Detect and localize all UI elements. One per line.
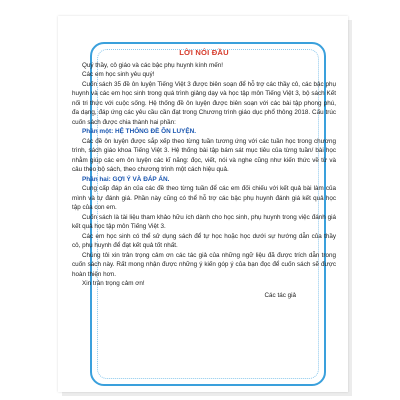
preface-title: LỜI NÓI ĐẦU (179, 48, 229, 57)
section-one-text: Các đề ôn luyện được sắp xếp theo từng tuần tương ứng với các tuần học trong chương trình, sách giáo khoa Tiếng Việt 3. Hệ thống bài tập bám sát mục tiêu của từng tuần/ bài học nhằm giúp các em ôn luyện các kĩ năng: đọc, viết, nói và nghe cũng như kiến thức về từ và câu theo bộ sách, theo chương trình một cách hiệu quả. (72, 137, 336, 173)
section-two-text-3: Các em học sinh có thể sử dụng sách để tự học hoặc học dưới sự hướng dẫn của thầy cô, phụ huynh để đạt kết quả tốt nhất. (72, 232, 336, 249)
section-two-heading: Phần hai: GỢI Ý VÀ ĐÁP ÁN. (82, 175, 170, 183)
greeting-parents: Quý thầy, cô giáo và các bậc phụ huynh kính mến! (82, 61, 223, 69)
section-two-text-4: Chúng tôi xin trân trọng cảm ơn các tác giả của những ngữ liệu đã được trích dẫn trong cuốn sách này. Rất mong nhận được những ý kiến góp ý của bạn đọc để cuốn sách sẽ được hoàn thiện hơn. (72, 251, 336, 278)
section-one-heading: Phần một: HỆ THỐNG ĐỀ ÔN LUYỆN. (82, 128, 196, 135)
section-two-text-1: Cung cấp đáp án của các đề theo từng tuần để các em đối chiếu với kết quả bài làm của mình và tự đánh giá. Phần này cũng có thể hỗ trợ các bậc phụ huynh đánh giá kết quả học tập của con em. (72, 185, 336, 211)
intro-paragraph: Cuốn sách 35 đề ôn luyện Tiếng Việt 3 được biên soạn để hỗ trợ các thầy cô, các bậc phụ huynh và các em học sinh trong quá trình giảng dạy và học tập môn Tiếng Việt 3, bộ sách Kết nối tri thức với cuộc sống. Hệ thống đề ôn luyện được biên soạn với các bài tập phong phú, đa dạng, đáp ứng các yêu cầu cần đạt trong Chương trình giáo dục phổ thông 2018. Cấu trúc cuốn sách được chia thành hai phần: (72, 80, 336, 126)
greeting-students: Các em học sinh yêu quý! (82, 71, 155, 78)
closing-thanks: Xin trân trọng cảm ơn! (82, 280, 145, 287)
section-two-text-2: Cuốn sách là tài liệu tham khảo hữu ích dành cho học sinh, phụ huynh trong việc đánh giá kết quả học tập môn Tiếng Việt 3. (72, 213, 336, 230)
signature: Các tác giả (264, 291, 296, 299)
preface-content (72, 48, 336, 300)
